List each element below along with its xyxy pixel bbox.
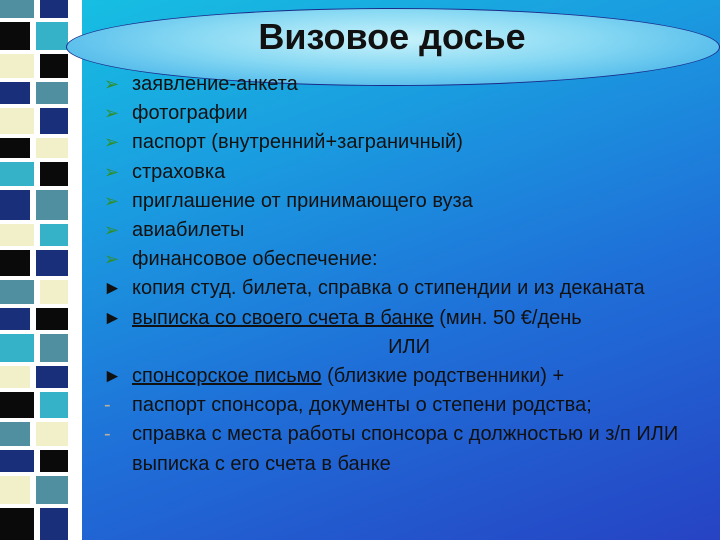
black-triangle-icon: ► bbox=[103, 278, 122, 300]
content-list bbox=[104, 70, 714, 479]
green-arrowhead-icon: ➢ bbox=[104, 220, 120, 241]
dash-icon: - bbox=[104, 394, 111, 417]
black-triangle-icon: ► bbox=[103, 307, 122, 329]
dash-item: - паспорт спонсора, документы о степени родства; bbox=[104, 391, 714, 420]
sub-item: ► копия студ. билета, справка о стипендии и из деканата bbox=[104, 274, 714, 303]
green-arrowhead-icon: ➢ bbox=[104, 190, 120, 211]
dash-item: - справка с места работы спонсора с должностью и з/п ИЛИ выписка с его счета в банке bbox=[104, 420, 714, 478]
sub-item: ► спонсорское письмо (близкие родственники) + bbox=[104, 362, 714, 391]
list-item: ➢ паспорт (внутренний+заграничный) bbox=[104, 128, 714, 157]
black-triangle-icon: ► bbox=[103, 366, 122, 388]
or-separator: ИЛИ bbox=[388, 335, 430, 358]
list-item: ➢ финансовое обеспечение: bbox=[104, 245, 714, 274]
green-arrowhead-icon: ➢ bbox=[104, 132, 120, 153]
list-item: ➢ фотографии bbox=[104, 99, 714, 128]
green-arrowhead-icon: ➢ bbox=[104, 74, 120, 94]
green-arrowhead-icon: ➢ bbox=[104, 161, 120, 182]
list-item: ➢ приглашение от принимающего вуза bbox=[104, 187, 714, 216]
list-item: ➢ авиабилеты bbox=[104, 216, 714, 245]
dash-icon: - bbox=[104, 423, 111, 446]
page-title: Визовое досье bbox=[258, 16, 526, 57]
green-arrowhead-icon: ➢ bbox=[104, 249, 120, 270]
list-item: ➢ заявление-анкета bbox=[104, 70, 714, 99]
decorative-stripes bbox=[0, 0, 82, 540]
sub-item: ► выписка со своего счета в банке (мин. 50 €/день bbox=[104, 304, 714, 333]
green-arrowhead-icon: ➢ bbox=[104, 103, 120, 124]
list-item: ➢ страховка bbox=[104, 158, 714, 187]
